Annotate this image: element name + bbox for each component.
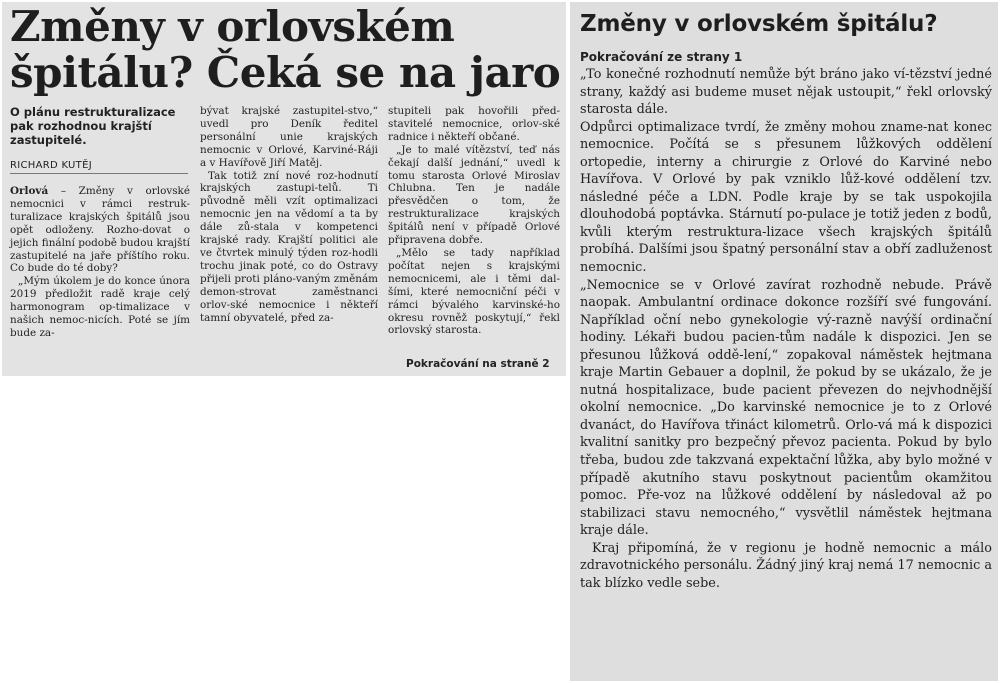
lead-paragraph: O plánu restrukturalizace pak rozhodnou krajští zastupitelé.	[10, 105, 176, 147]
text-column-2	[200, 105, 378, 324]
paragraph: „To konečné rozhodnutí nemůže být bráno jako ví-tězství jedné strany, každý asi budeme muset nějak ustoupit,“ řekl orlovský starosta dále.	[580, 67, 992, 118]
headline: Změny v orlovském špitálu?	[580, 11, 938, 37]
paragraph: Odpůrci optimalizace tvrdí, že změny mohou zname-nat konec nemocnice. Počítá se s přesunem lůžkových oddělení ortopedie, interny a chirurgie z Orlové do Karviné nebo Havířova. V Orlové by pak vzniklo lůž-kové oddělení tzv. následné péče a LDN. Podle kraje by se tak uspokojila dlouhodobá poptávka. Stárnutí po-pulace je totiž jeden z bodů, kvůli kterým restruktura-lizace všech krajských špitálů probíhá. Dalšími jsou špatný personální stav a obří zadluženost nemocnic.	[580, 119, 992, 276]
paragraph-text: – Změny v orlovské nemocnici v rámci restruk-turalizace krajských špitálů jsou opět odloženy. Rozho-dovat o jejich finální podobě budou krajští zastupitelé na jaře příštího roku. Co bude do té doby?	[10, 185, 190, 275]
dateline: Orlová	[10, 185, 49, 197]
paragraph: „Mělo se tady například počítat nejen s krajskými nemocnicemi, ale i těmi dal-šími, které nemocniční péči v rámci bývalého karvinské-ho okresu rovněž poskytují,“ řekl orlovský starosta.	[388, 246, 560, 337]
text-column-1	[10, 185, 190, 340]
paragraph-text: „Mým úkolem je do konce února 2019 předložit radě kraje celý harmonogram op-timalizace v našich nemoc-nicích. Poté se jím bude za-	[10, 275, 190, 339]
text-column-3	[388, 105, 560, 337]
paragraph: stupiteli pak hovořili před-stavitelé nemocnice, orlov-ské radnice i někteří občané.	[388, 105, 560, 143]
paragraph: Kraj připomíná, že v regionu je hodně nemocnic a málo zdravotnického personálu. Žádný jiný kraj nemá 17 nemocnic a tak blízko vedle sebe.	[580, 540, 992, 591]
paragraph	[10, 275, 190, 340]
paragraph: bývat krajské zastupitel-stvo,“ uvedl pro Deník ředitel personální unie krajských nemocnic v Orlové, Karviné-Ráji a v Havířově Jiří Matěj.	[200, 105, 378, 169]
paragraph: „Je to malé vítězství, teď nás čekají další jednání,“ uvedl k tomu starosta Orlové Miroslav Chlubna. Ten je nadále přesvědčen o tom, že restrukturalizace krajských špitálů není v případě Orlové připravena dobře.	[388, 143, 560, 247]
byline: RICHARD KUTĚJ	[10, 160, 188, 174]
paragraph: Tak totiž zní nové roz-hodnutí krajských zastupi-telů. Ti původně měli vzít optimalizaci nemocnic jen na vědomí a ta by dále zů-stala v kompetenci krajské rady. Krajští politici ale ve čtvrtek minulý týden roz-hodli trochu jinak poté, co do Ostravy přijeli proti pláno-vaným změnám demon-strovat zaměstnanci orlov-ské nemocnice i někteří tamní obyvatelé, před za-	[200, 169, 378, 324]
continued-note: Pokračování na straně 2	[406, 358, 550, 370]
headline-line-1: Změny v orlovském	[10, 2, 455, 51]
text-column	[580, 66, 992, 592]
paragraph	[10, 185, 190, 275]
article-clipping-right	[570, 2, 998, 681]
headline	[10, 4, 566, 96]
headline-line-2: špitálu? Čeká se na jaro	[10, 48, 561, 97]
continued-from-note: Pokračování ze strany 1	[580, 50, 743, 64]
article-clipping-left	[2, 2, 566, 376]
paragraph: „Nemocnice se v Orlové zavírat rozhodně nebude. Právě naopak. Ambulantní ordinace dokonce rozšíří své fungování. Například oční nebo gynekologie vý-razně navýší ordinační hodiny. Lékaři budou pacien-tům nadále k dispozici. Jen se přesunou lůžková oddě-lení,“ zopakoval náměstek hejtmana kraje Martin Gebauer a doplnil, že pokud by se ukázalo, že je nutná hospitalizace, bude pacient převezen do nejvhodnější okolní nemocnice. „Do karvinské nemocnice je to z Orlové dvanáct, do Havířova třináct kilometrů. Orlo-vá má k dispozici kvalitní sanitky pro bezpečný převoz pacienta. Pokud by bylo třeba, budou zde takzvaná expektační lůžka, aby bylo možné v případě akutního stavu poskytnout pacientům okamžitou pomoc. Pře-voz na lůžkové oddělení by následoval až po stabilizaci stavu nemocného,“ vysvětlil náměstek hejtmana kraje dále.	[580, 277, 992, 539]
